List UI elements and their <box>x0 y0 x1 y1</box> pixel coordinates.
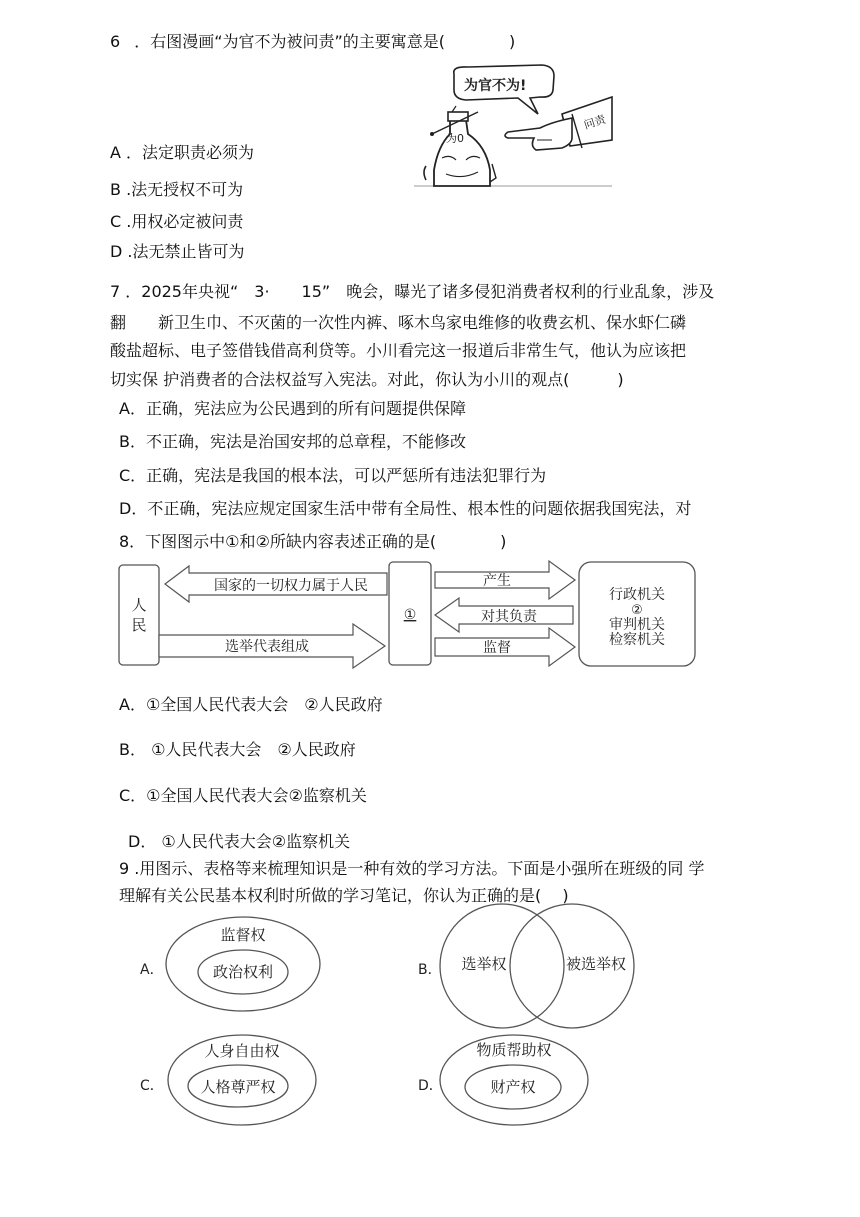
q6-sleeve-text: 问责 <box>582 112 608 132</box>
q7-line-2: 翻 新卫生巾、不灭菌的一次性内裤、啄木鸟家电维修的收费玄机、保水虾仁磷 <box>110 313 687 332</box>
q9-line-1: 9 .用图示、表格等来梳理知识是一种有效的学习方法。下面是小强所在班级的同 学 <box>119 859 705 878</box>
q6-option-d: D .法无禁止皆可为 <box>110 242 245 261</box>
q7-option-a: A．正确，宪法应为公民遇到的所有问题提供保障 <box>119 399 466 418</box>
arrow-bottom-label: 选举代表组成 <box>225 639 309 655</box>
fig-a-inner-text: 政治权利 <box>212 963 274 981</box>
organ-3: 审判机关 <box>609 617 665 633</box>
q9-line-2: 理解有关公民基本权利时所做的学习笔记，你认为正确的是( ) <box>119 886 569 905</box>
q8-stem: 8．下图图示中①和②所缺内容表述正确的是( ) <box>119 532 507 551</box>
q7-line-3: 酸盐超标、电子签借钱借高利贷等。小川看完这一报道后非常生气，他认为应该把 <box>110 341 687 360</box>
q8-option-a: A．①全国人民代表大会 ②人民政府 <box>119 695 383 714</box>
fig-c-outer-text: 人身自由权 <box>204 1042 280 1060</box>
arrow-top-label: 国家的一切权力属于人民 <box>214 578 368 594</box>
q6-bubble-text: 为官不为! <box>464 78 527 94</box>
people-label-1: 人 <box>131 596 147 614</box>
fig-a-label: A． <box>140 962 164 978</box>
q7-option-c: C．正确，宪法是我国的根本法，可以严惩所有违法犯罪行为 <box>119 466 547 485</box>
people-label-2: 民 <box>131 616 147 634</box>
q7-line-4: 切实保 护消费者的合法权益写入宪法。对此，你认为小川的观点( ) <box>110 370 624 389</box>
fig-c-label: C． <box>140 1078 164 1094</box>
arrow-responsible-label: 对其负责 <box>481 609 537 625</box>
fig-b-label: B． <box>418 962 442 978</box>
q6-option-b: B .法无授权不可为 <box>110 180 244 199</box>
fig-b-left-text: 选举权 <box>461 955 507 973</box>
q6-number: 6 <box>110 32 121 51</box>
q6-bottle-text: 为0 <box>446 132 464 145</box>
q8-option-c: C．①全国人民代表大会②监察机关 <box>119 786 367 805</box>
fig-d-outer-text: 物质帮助权 <box>476 1041 552 1059</box>
q8-option-b: B． ①人民代表大会 ②人民政府 <box>119 740 356 759</box>
arrow-produce-label: 产生 <box>483 573 511 589</box>
q6-option-a: A ．法定职责必须为 <box>110 143 255 162</box>
q8-diagram <box>117 560 697 672</box>
organ-2: ② <box>631 603 643 618</box>
q6-stem-text: ．右图漫画“为官不为被问责”的主要寓意是( ) <box>134 32 516 51</box>
q7-option-d: D．不正确，宪法应规定国家生活中带有全局性、根本性的问题依据我国宪法，对 <box>119 499 692 518</box>
people-box <box>119 565 159 665</box>
q7-line-1: 7 ．2025年央视“ 3· 15” 晚会，曝光了诸多侵犯消费者权利的行业乱象，涉及 <box>110 282 715 301</box>
organ-1: 行政机关 <box>609 587 665 603</box>
fig-b-right-text: 被选举权 <box>565 955 627 973</box>
q7-option-b: B．不正确，宪法是治国安邦的总章程，不能修改 <box>119 432 466 451</box>
q9-figures <box>130 910 770 1150</box>
fig-d-inner-text: 财产权 <box>490 1078 536 1096</box>
center-label: ① <box>403 607 417 623</box>
arrow-supervise-label: 监督 <box>483 640 511 656</box>
q8-option-d: D． ①人民代表大会②监察机关 <box>128 832 351 851</box>
q6-option-c: C .用权必定被问责 <box>110 212 244 231</box>
fig-a-outer-text: 监督权 <box>220 926 266 944</box>
q6-stem <box>110 32 515 52</box>
q6-cartoon <box>412 62 612 187</box>
fig-c-inner-text: 人格尊严权 <box>200 1078 276 1096</box>
fig-d-label: D． <box>418 1078 443 1094</box>
organ-4: 检察机关 <box>609 632 665 648</box>
